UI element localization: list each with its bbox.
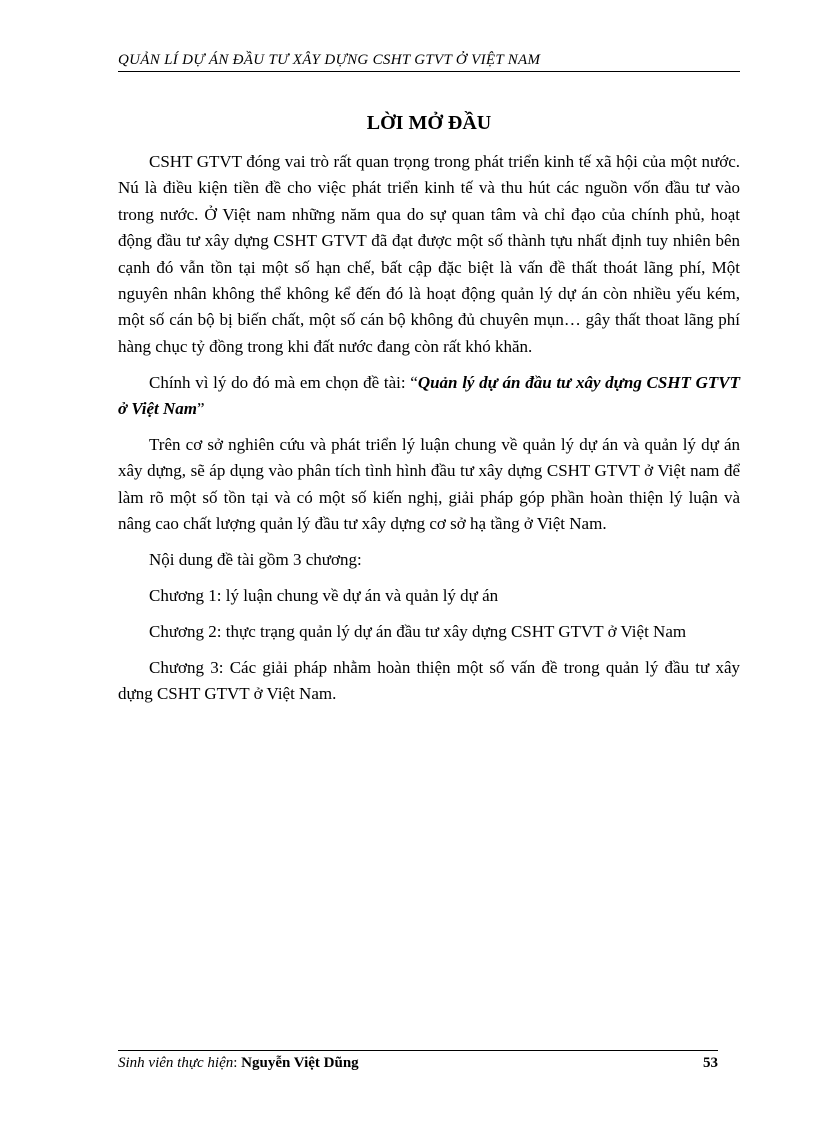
topic-tail: ” xyxy=(197,399,205,419)
footer-credit xyxy=(118,1055,359,1072)
chapter-3: Chương 3: Các giải pháp nhằm hoàn thiện một số vấn đề trong quản lý đầu tư xây dựng CSHT GTVT ở Việt Nam. xyxy=(118,657,740,704)
chapter-2: Chương 2: thực trạng quản lý dự án đầu tư xây dựng CSHT GTVT ở Việt Nam xyxy=(149,622,687,641)
paragraph-contents: Nội dung đề tài gồm 3 chương: xyxy=(149,550,362,570)
topic-title: Quản lý dự án đầu tư xây dựng CSHT GTVT ở Việt Nam xyxy=(118,372,740,419)
footer-separator: : xyxy=(233,1055,242,1071)
topic-lead: Chính vì lý do đó mà em chọn đề tài: “ xyxy=(149,372,418,392)
page-footer xyxy=(118,1050,718,1072)
section-title: LỜI MỞ ĐẦU xyxy=(366,112,492,134)
footer-role: Sinh viên thực hiện xyxy=(118,1055,234,1071)
running-header: QUẢN LÍ DỰ ÁN ĐẦU TƯ XÂY DỰNG CSHT GTVT Ở VIỆT NAM xyxy=(118,52,740,72)
paragraph-intro: CSHT GTVT đóng vai trò rất quan trọng trong phát triển kinh tế xã hội của một nước. Nú là điều kiện tiền đề cho việc phát triển kinh tế và thu hút các nguồn vốn đầu tư vào trong nước. Ở Việt nam những năm qua do sự quan tâm và chỉ đạo của chính phủ, hoạt động đầu tư xây dựng CSHT GTVT đã đạt được một số thành tựu nhất định tuy nhiên bên cạnh đó vẫn tồn tại một số hạn chế, bất cập đặc biệt là vấn đề thất thoát lãng phí, Một nguyên nhân không thể không kể đến đó là hoạt động quản lý dự án còn nhiều yếu kém, một số cán bộ bị biến chất, một số cán bộ không đủ chuyên mụn… gây thất thoat lãng phí hàng chục tỷ đồng trong khi đất nước đang còn rất khó khăn. xyxy=(118,152,740,356)
paragraph-topic xyxy=(118,370,740,423)
footer-author: Nguyễn Việt Dũng xyxy=(241,1055,359,1071)
paragraph-research: Trên cơ sở nghiên cứu và phát triển lý luận chung về quản lý dự án và quản lý dự án xây dựng, sẽ áp dụng vào phân tích tình hình đầu tư xây dựng CSHT GTVT ở Việt nam để làm rõ một số tồn tại và có một số kiến nghị, giải pháp góp phần hoàn thiện lý luận và nâng cao chất lượng quản lý đầu tư xây dựng cơ sở hạ tầng ở Việt Nam. xyxy=(118,435,740,534)
body-content xyxy=(118,149,740,717)
page-number: 53 xyxy=(703,1055,718,1071)
chapter-1: Chương 1: lý luận chung về dự án và quản lý dự án xyxy=(149,586,499,606)
